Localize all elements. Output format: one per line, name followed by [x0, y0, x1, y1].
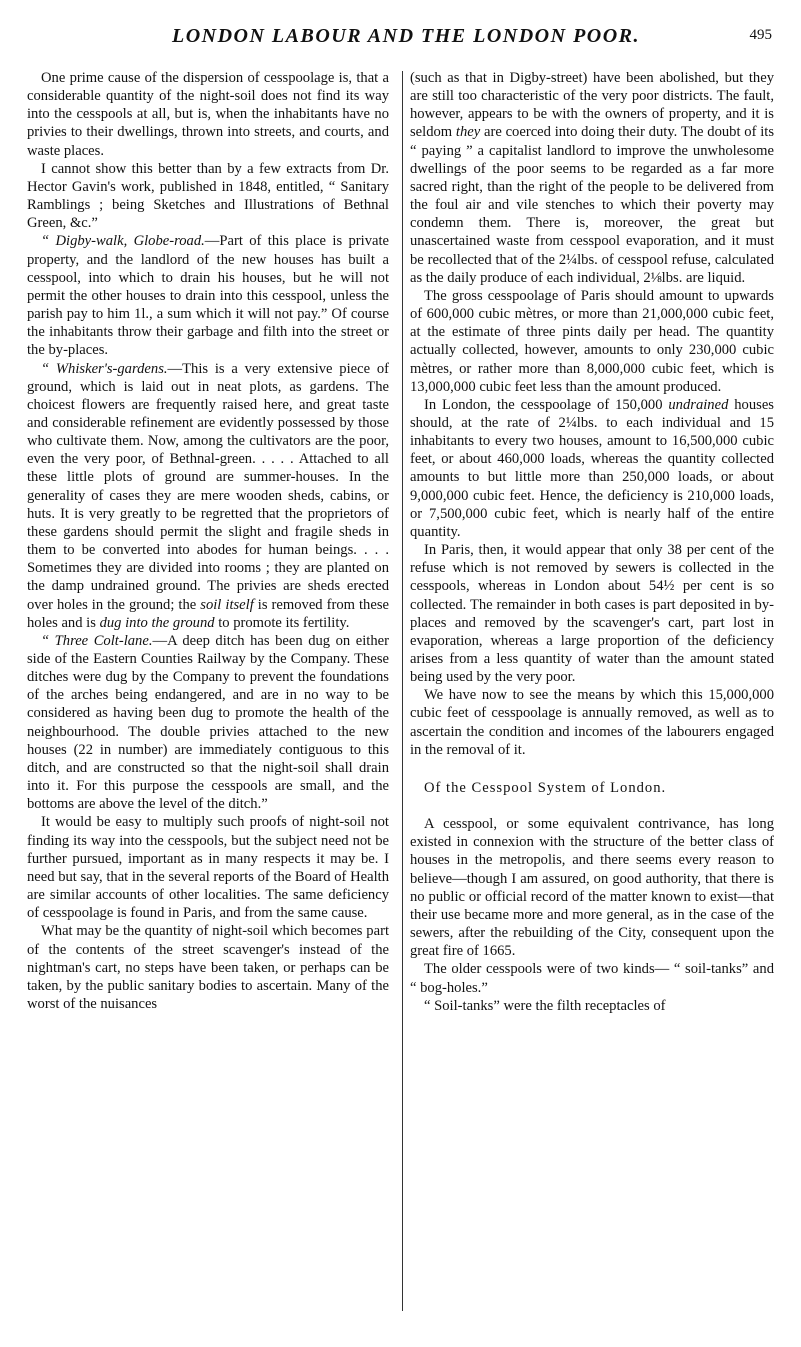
paragraph	[410, 396, 774, 541]
paragraph: A cesspool, or some equivalent contrivance, has long existed in connexion with the structure of the better class of houses in the metropolis, and there seems every reason to believe—though I am assured, on good authority, that there is no public or official record of the matter known to exist—that their use became more and more general, as in the case of the sewers, after the rebuilding of the City, consequent upon the great fire of 1665.	[410, 816, 774, 960]
entry-text: to promote its fertility.	[214, 614, 350, 631]
paragraph: The gross cesspoolage of Paris should amount to upwards of 600,000 cubic mètres, or more than 21,000,000 cubic feet, at the estimate of three pints daily per head. The quantity actually collected, however, amounts to only 230,000 cubic mètres, or rather more than 8,000,000 cubic feet, which is 13,000,000 cubic feet less than the amount produced.	[410, 287, 774, 395]
emphasis: they	[455, 124, 481, 141]
paragraph: The older cesspools were of two kinds— “ soil-tanks” and “ bog-holes.”	[410, 961, 774, 996]
paragraph	[27, 232, 389, 359]
running-title: LONDON LABOUR AND THE LONDON POOR.	[171, 25, 641, 47]
paragraph: It would be easy to multiply such proofs of night-soil not finding its way into the cesspools, but the subject need not be further pursued, important as in many respects it may be. I need but say, that in the several reports of the Board of Health are similar accounts of other localities. The same deficiency of cesspoolage is found in Paris, and from the same cause.	[27, 814, 389, 922]
left-column	[27, 69, 389, 1013]
paragraph-text: houses should, at the rate of 2¼lbs. to each individual and 15 inhabitants to every two houses, amount to 16,500,000 cubic feet, or about 460,000 loads, whereas the quantity collected amounts to but little more than 250,000 loads, or about 9,000,000 cubic feet. Hence, the deficiency is 210,000 loads, or 7,500,000 cubic feet, which is nearly half of the entire quantity.	[410, 396, 774, 540]
emphasis: soil itself	[200, 596, 254, 613]
right-column	[410, 69, 774, 1015]
emphasis: dug into the ground	[99, 614, 215, 631]
paragraph	[410, 69, 774, 287]
paragraph-text: (such as that in Digby-street) have been abolished, but they are still too characteristic of the very poor districts. The fault, however, appears to be with the owners of property, and it is seldom	[410, 70, 774, 141]
entry-text: —This is a very extensive piece of ground, which is laid out in neat plots, as gardens. The choicest flowers are frequently raised here, and great taste and considerable refinement are evidently possessed by those who cultivate them. Now, among the cultivators are the poor, even the very poor, of Bethnal-green. . . . . Attached to all these little plots of ground are summer-houses. In the generality of cases they are mere wooden sheds, cabins, or huts. It is very greatly to be regretted that the proprietors of these gardens should permit the slight and fragile sheds in them to be converted into abodes for human beings. . . . Sometimes they are divided into rooms ; they are planted on the damp undrained ground. The privies are sheds erected over holes in the ground; the	[27, 360, 389, 613]
paragraph: One prime cause of the dispersion of cesspoolage is, that a considerable quantity of the night-soil does not find its way into the cesspools at all, but is, when the inhabitants have no privies to their dwellings, thrown into streets, and courts, and waste places.	[27, 70, 389, 159]
paragraph-text: In London, the cesspoolage of 150,000	[424, 396, 669, 413]
paragraph: We have now to see the means by which this 15,000,000 cubic feet of cesspoolage is annually removed, as well as to ascertain the condition and incomes of the labourers engaged in the removal of it.	[410, 687, 774, 758]
paragraph-text: are coerced into doing their duty. The doubt of its “ paying ” a capitalist landlord to improve the unwholesome dwellings of the poor seems to be regarded as a far more sacred right, than the right of the people to be delivered from the foul air and vile stenches to which their poverty may condemn them. There is, moreover, the great but unascertained waste from cesspool evaporation, and it must be recollected that of the 2¼lbs. of cesspool refuse, calculated as the daily produce of each individual, 2⅛lbs. are liquid.	[410, 124, 774, 286]
emphasis: undrained	[668, 396, 729, 413]
entry-title: “ Whisker's-gardens.	[41, 360, 168, 377]
entry-text: is removed from these holes and is	[27, 596, 389, 631]
paragraph	[27, 360, 389, 632]
entry-text: —A deep ditch has been dug on either side of the Eastern Counties Railway by the Company. These ditches were dug by the Company to prevent the foundations of the arches being endangered, and are in no way to be considered as having been dug to promote the health of the neighbourhood. The double privies attached to the new houses (22 in number) are immediately contiguous to this ditch, and are constructed so that the night-soil shall drain into it. For this purpose the cesspools are small, and the bottoms are above the level of the ditch.”	[27, 632, 389, 813]
paragraph: In Paris, then, it would appear that only 38 per cent of the refuse which is not removed by sewers is collected in the cesspools, whereas in London about 54½ per cent is so collected. The remainder in both cases is part deposited in by-places and removed by the scavenger's cart, part lost in evaporation, whereas a large proportion of the deficiency arises from a less quantity of water than the amount stated being used by the very poor.	[410, 542, 774, 686]
page-number: 495	[749, 27, 772, 43]
paragraph: I cannot show this better than by a few extracts from Dr. Hector Gavin's work, published in 1848, entitled, “ Sanitary Ramblings ; being Sketches and Illustrations of Bethnal Green, &c.”	[27, 160, 389, 232]
paragraph: What may be the quantity of night-soil which becomes part of the contents of the street scavenger's instead of the nightman's cart, no steps have been taken, or perhaps can be taken, by the public sanitary bodies to ascertain. Many of the worst of the nuisances	[27, 923, 389, 1012]
column-rule	[402, 71, 403, 1311]
paragraph	[27, 632, 389, 814]
running-head	[40, 25, 772, 51]
entry-title: “ Three Colt-lane.	[41, 632, 153, 649]
entry-text: —Part of this place is private property, and the landlord of the new houses has built a cesspool, into which to drain his houses, but he will not permit the other houses to drain into this cesspool, unless the parish pay to him 1l., a sum which it will not pay.” Of course the inhabitants throw their garbage and filth into the street or the by-places.	[27, 233, 390, 359]
section-heading: Of the Cesspool System of London.	[424, 779, 667, 796]
entry-title: “ Digby-walk, Globe-road.	[41, 233, 205, 250]
paragraph: “ Soil-tanks” were the filth receptacles of	[424, 997, 666, 1014]
